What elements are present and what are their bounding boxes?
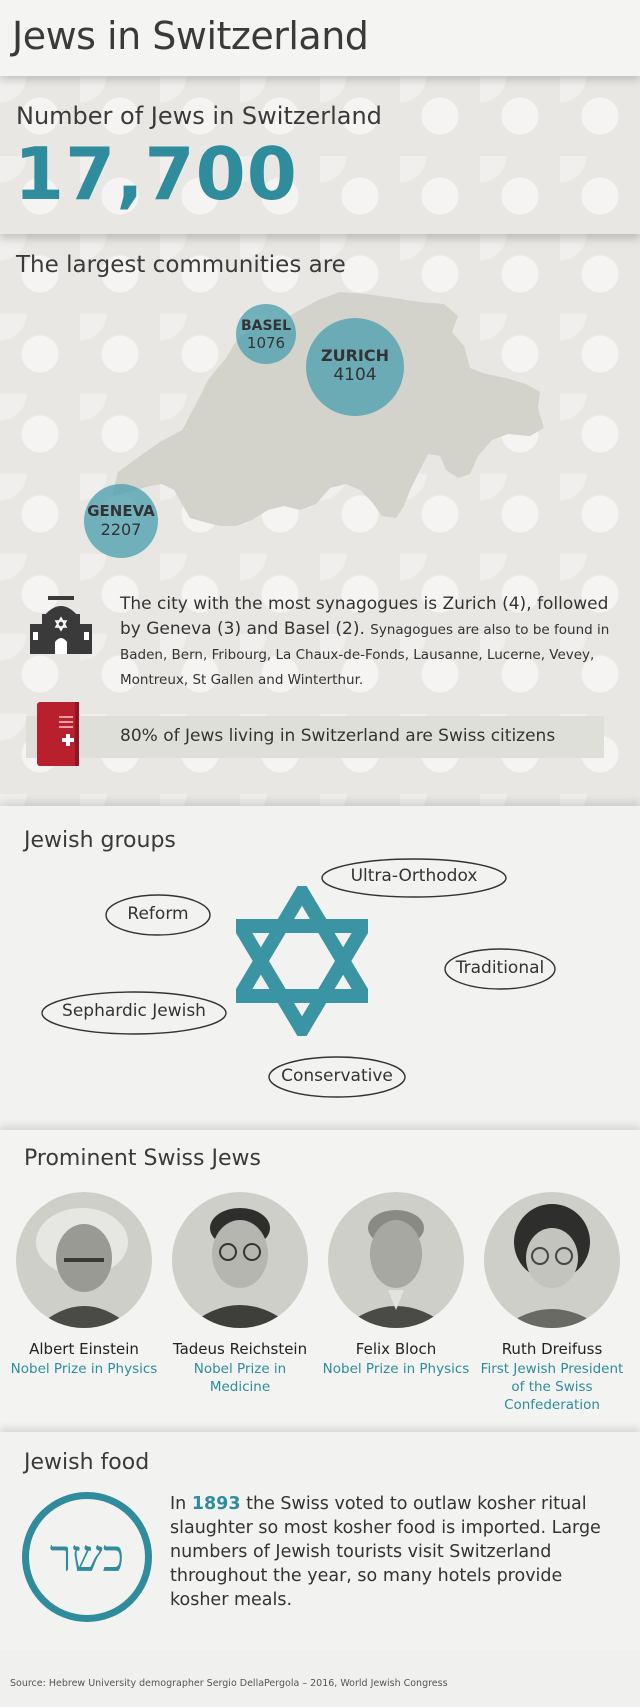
city-count: 2207 [100, 520, 142, 539]
food-text-after: the Swiss voted to outlaw kosher ritual slaughter so most kosher food is imported. Large numbers of Jewish tourists visit Switzerland throughout the year, so many hotels provide kosher meals. [170, 1494, 601, 1610]
person-name: Albert Einstein [29, 1340, 139, 1358]
population-label: Number of Jews in Switzerland [16, 102, 382, 130]
citizens-bar [26, 716, 604, 758]
prominent-section [0, 1130, 640, 1432]
portrait-einstein [16, 1192, 152, 1328]
star-of-david-icon [236, 886, 368, 1036]
synagogue-icon [28, 590, 94, 654]
prominent-title: Prominent Swiss Jews [24, 1146, 261, 1171]
synagogue-small-text: Synagogues are also to be found in Baden, Bern, Fribourg, La Chaux-de-Fonds, Lausanne, Lucerne, Vevey, Montreux, St Gallen and Winterthur. [120, 622, 610, 688]
food-title: Jewish food [24, 1450, 150, 1475]
group-name: Reform [127, 904, 189, 924]
person-card [474, 1192, 630, 1414]
food-section [0, 1432, 640, 1650]
source-footer [0, 1650, 640, 1707]
person-name: Tadeus Reichstein [172, 1340, 308, 1358]
person-desc: Nobel Prize in Medicine [193, 1361, 287, 1395]
person-card [6, 1192, 162, 1378]
portrait-reichstein [172, 1192, 308, 1328]
city-bubble-zurich [306, 318, 404, 416]
page-header [0, 0, 640, 76]
passport-icon [37, 698, 81, 766]
person-name: Felix Bloch [355, 1340, 437, 1358]
communities-title: The largest communities are [16, 252, 346, 278]
food-text-before: In [170, 1494, 192, 1514]
food-year: 1893 [191, 1494, 241, 1514]
citizens-text: 80% of Jews living in Switzerland are Swiss citizens [120, 726, 556, 746]
city-name: GENEVA [87, 502, 155, 520]
group-label-reform [104, 892, 212, 938]
population-section [0, 76, 640, 234]
population-value: 17,700 [14, 132, 298, 216]
person-desc: First Jewish President of the Swiss Confederation [480, 1361, 624, 1413]
city-bubble-basel [236, 304, 296, 364]
group-label-ultra-orthodox [318, 856, 510, 900]
person-desc: Nobel Prize in Physics [10, 1361, 158, 1377]
kosher-icon: כשר [22, 1492, 152, 1622]
group-name: Traditional [455, 958, 545, 978]
groups-section [0, 806, 640, 1130]
person-card [318, 1192, 474, 1378]
source-text: Source: Hebrew University demographer Sergio DellaPergola – 2016, World Jewish Congress [10, 1678, 448, 1689]
group-label-conservative [266, 1054, 408, 1100]
group-label-sephardic-jewish [38, 988, 230, 1038]
food-text [170, 1492, 620, 1612]
synagogue-main-text: The city with the most synagogues is Zurich (4), followed by Geneva (3) and Basel (2). [120, 594, 609, 639]
group-name: Sephardic Jewish [62, 1001, 206, 1021]
group-name: Ultra-Orthodox [350, 866, 478, 886]
portrait-bloch [328, 1192, 464, 1328]
page-title: Jews in Switzerland [12, 14, 369, 58]
city-count: 4104 [333, 365, 377, 385]
city-name: ZURICH [321, 346, 389, 365]
city-count: 1076 [246, 334, 286, 352]
group-name: Conservative [281, 1066, 393, 1086]
person-desc: Nobel Prize in Physics [322, 1361, 470, 1377]
communities-section [0, 234, 640, 806]
person-card [162, 1192, 318, 1396]
city-name: BASEL [240, 318, 292, 334]
portrait-dreifuss [484, 1192, 620, 1328]
synagogue-text [120, 592, 620, 692]
group-label-traditional [442, 946, 558, 992]
person-name: Ruth Dreifuss [501, 1340, 603, 1358]
city-bubble-geneva [84, 484, 158, 558]
groups-title: Jewish groups [24, 828, 176, 853]
